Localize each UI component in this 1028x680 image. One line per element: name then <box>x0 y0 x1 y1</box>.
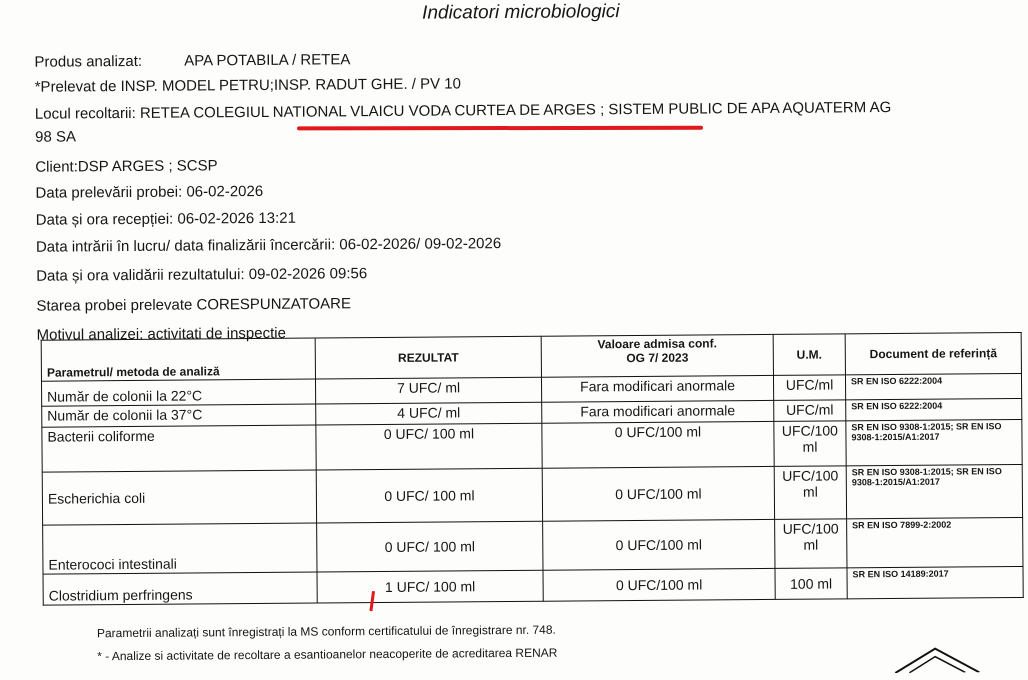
data-validarii: Data și ora validării rezultatului: 09-02-2026 09:56 <box>36 265 368 285</box>
cell-valoare: Fara modificari anormale <box>541 375 773 402</box>
motivul-analizei: Motivul analizei: activitati de inspectie <box>36 324 286 344</box>
cell-um: UFC/100 ml <box>774 421 846 467</box>
data-prelevarii: Data prelevării probei: 06-02-2026 <box>35 182 264 202</box>
produs-label: Produs analizat: <box>34 52 143 71</box>
cell-valoare: 0 UFC/100 ml <box>543 519 775 570</box>
header-valoare <box>541 334 773 377</box>
cell-param: Clostridium perfringens <box>43 572 317 605</box>
header-valoare-line1: Valoare admisa conf. <box>597 336 717 352</box>
cell-doc: SR EN ISO 9308-1:2015; SR EN ISO 9308-1:2015/A1:2017 <box>846 464 1022 518</box>
cell-rezultat: 0 UFC/ 100 ml <box>316 423 542 470</box>
cell-rezultat: 4 UFC/ ml <box>316 402 542 425</box>
table-row <box>42 419 1022 472</box>
cell-valoare: 0 UFC/100 ml <box>543 568 775 601</box>
header-param: Parametrul/ metoda de analiză <box>41 338 315 381</box>
table-row <box>43 517 1023 574</box>
cell-valoare: 0 UFC/100 ml <box>542 466 774 521</box>
cell-doc: SR EN ISO 14189:2017 <box>847 566 1023 598</box>
prelevat-de: *Prelevat de INSP. MODEL PETRU;INSP. RADUT GHE. / PV 10 <box>34 75 462 96</box>
cell-rezultat: 0 UFC/ 100 ml <box>316 468 542 523</box>
stamp-corner-icon <box>893 642 983 673</box>
cell-valoare: Fara modificari anormale <box>542 400 774 423</box>
data-receptiei: Data și ora recepției: 06-02-2026 13:21 <box>35 209 296 229</box>
table-row <box>42 464 1022 525</box>
header-valoare-line2: OG 7/ 2023 <box>626 350 689 366</box>
locul-recoltarii: Locul recoltarii: RETEA COLEGIUL NATIONAL VLAICU VODA CURTEA DE ARGES ; SISTEM PUBLIC DE APA AQUATERM AG <box>34 99 892 123</box>
cell-um: UFC/100 ml <box>775 519 847 569</box>
locul-recoltarii-cont: 98 SA <box>35 128 77 146</box>
produs-value: APA POTABILA / RETEA <box>184 51 351 70</box>
data-intrarii: Data intrării în lucru/ data finalizării încercării: 06-02-2026/ 09-02-2026 <box>35 235 502 256</box>
results-table <box>41 332 1024 606</box>
header-rezultat: REZULTAT <box>315 336 541 379</box>
cell-doc: SR EN ISO 6222:2004 <box>845 373 1021 399</box>
cell-um: 100 ml <box>775 568 847 600</box>
produs-analizat <box>34 51 350 70</box>
starea-probei: Starea probei prelevate CORESPUNZATOARE <box>36 295 352 315</box>
cell-param: Număr de colonii la 22°C <box>41 379 315 406</box>
cell-rezultat: 1 UFC/ 100 ml <box>317 570 543 603</box>
cell-um: UFC/ml <box>773 375 845 401</box>
client: Client:DSP ARGES ; SCSP <box>35 157 218 176</box>
cell-um: UFC/100 ml <box>774 466 846 520</box>
red-highlight-underline <box>297 126 703 131</box>
cell-doc: SR EN ISO 7899-2:2002 <box>847 517 1023 567</box>
header-um: U.M. <box>773 334 845 376</box>
header-doc: Document de referință <box>845 332 1021 374</box>
cell-valoare: 0 UFC/100 ml <box>542 421 774 468</box>
footer-note-ms: Parametrii analizați sunt înregistrați la MS conform certificatului de înregistrare nr. 748. <box>96 622 556 641</box>
cell-param: Enterococi intestinali <box>43 523 317 574</box>
table-row <box>43 566 1023 605</box>
cell-rezultat: 0 UFC/ 100 ml <box>317 521 543 572</box>
cell-param: Escherichia coli <box>42 470 316 525</box>
cell-um: UFC/ml <box>774 400 846 422</box>
cell-doc: SR EN ISO 9308-1:2015; SR EN ISO 9308-1:2015/A1:2017 <box>846 419 1022 465</box>
footer-note-renar: * - Analize si activitate de recoltare a esantioanelor neacoperite de acreditarea RENAR <box>97 645 558 664</box>
cell-rezultat: 7 UFC/ ml <box>315 377 541 404</box>
report-title: Indicatori microbiologici <box>422 1 620 24</box>
cell-doc: SR EN ISO 6222:2004 <box>846 398 1022 420</box>
cell-param: Număr de colonii la 37°C <box>42 404 316 427</box>
cell-param: Bacterii coliforme <box>42 425 316 472</box>
